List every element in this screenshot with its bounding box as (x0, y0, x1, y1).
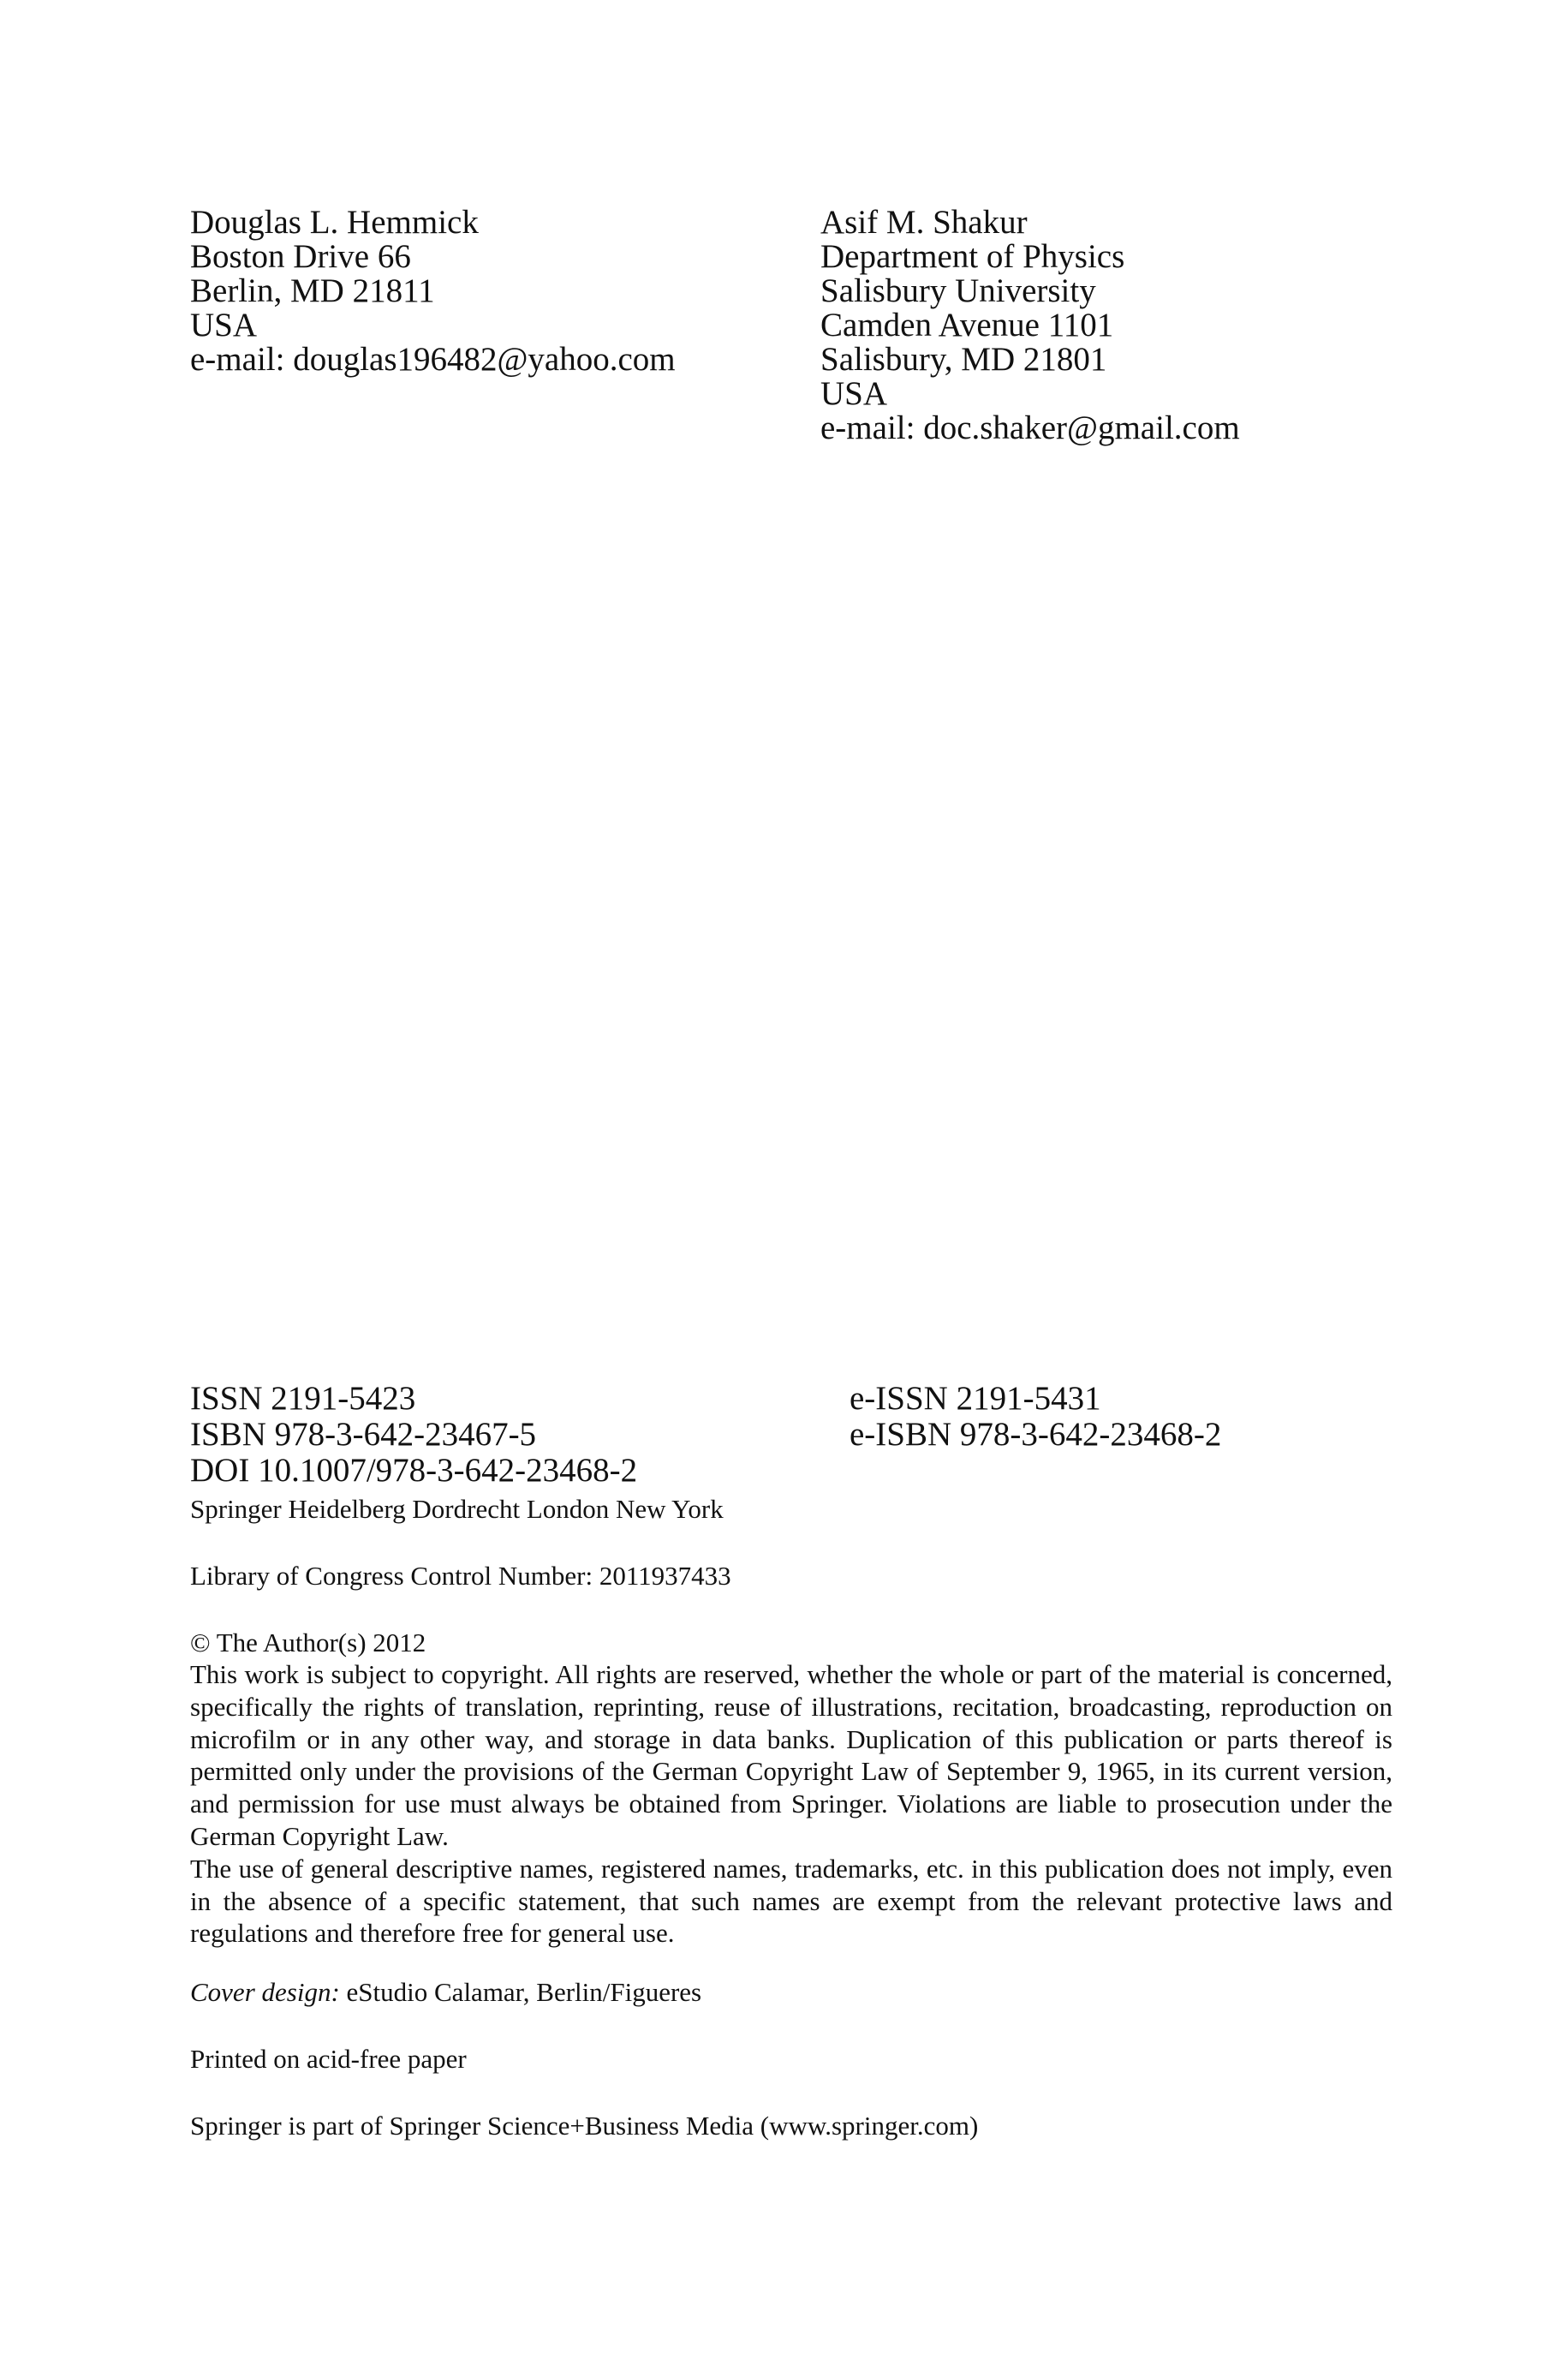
library-of-congress-number: Library of Congress Control Number: 2011937433 (190, 1561, 731, 1591)
e-issn: e-ISSN 2191-5431 (850, 1380, 1101, 1417)
issn: ISSN 2191-5423 (190, 1380, 416, 1417)
address-country: USA (820, 375, 888, 412)
address-street: Camden Avenue 1101 (820, 307, 1114, 343)
e-isbn: e-ISBN 978-3-642-23468-2 (850, 1416, 1222, 1453)
electronic-identifiers (850, 1381, 1221, 1453)
author-address-shakur (820, 206, 1240, 445)
trademark-paragraph: The use of general descriptive names, registered names, trademarks, etc. in this publication does not imply, even in the absence of a specific statement, that such names are exempt from the relevant protective laws and regulations and therefore free for general use. (190, 1853, 1392, 1949)
paper-note: Printed on acid-free paper (190, 2044, 467, 2074)
address-university: Salisbury University (820, 272, 1096, 309)
address-country: USA (190, 307, 258, 343)
legal-text (190, 1658, 1392, 1950)
address-street: Boston Drive 66 (190, 238, 411, 275)
author-name: Asif M. Shakur (820, 204, 1028, 241)
isbn: ISBN 978-3-642-23467-5 (190, 1416, 537, 1453)
cover-design-value: eStudio Calamar, Berlin/Figueres (339, 1977, 702, 2007)
publisher-locations: Springer Heidelberg Dordrecht London New York (190, 1494, 724, 1524)
copyright-notice: © The Author(s) 2012 (190, 1627, 426, 1657)
author-email: e-mail: douglas196482@yahoo.com (190, 341, 676, 378)
author-name: Douglas L. Hemmick (190, 204, 479, 241)
print-identifiers (190, 1381, 637, 1489)
cover-design-label: Cover design: (190, 1977, 340, 2007)
author-email: e-mail: doc.shaker@gmail.com (820, 409, 1240, 446)
address-city: Berlin, MD 21811 (190, 272, 435, 309)
copyright-paragraph: This work is subject to copyright. All rights are reserved, whether the whole or part of the material is concerned, specifically the rights of translation, reprinting, reuse of illustrations, recitation, broadcasting, reproduction on microfilm or in any other way, and storage in data banks. Duplication of this publication or parts thereof is permitted only under the provisions of the German Copyright Law of September 9, 1965, in its current version, and permission for use must always be obtained from Springer. Violations are liable to prosecution under the German Copyright Law. (190, 1659, 1392, 1851)
cover-design-credit (190, 1975, 701, 2010)
address-city: Salisbury, MD 21801 (820, 341, 1107, 378)
address-department: Department of Physics (820, 238, 1125, 275)
doi: DOI 10.1007/978-3-642-23468-2 (190, 1452, 638, 1489)
author-address-hemmick (190, 206, 676, 377)
springer-affiliation: Springer is part of Springer Science+Business Media (www.springer.com) (190, 2111, 979, 2141)
